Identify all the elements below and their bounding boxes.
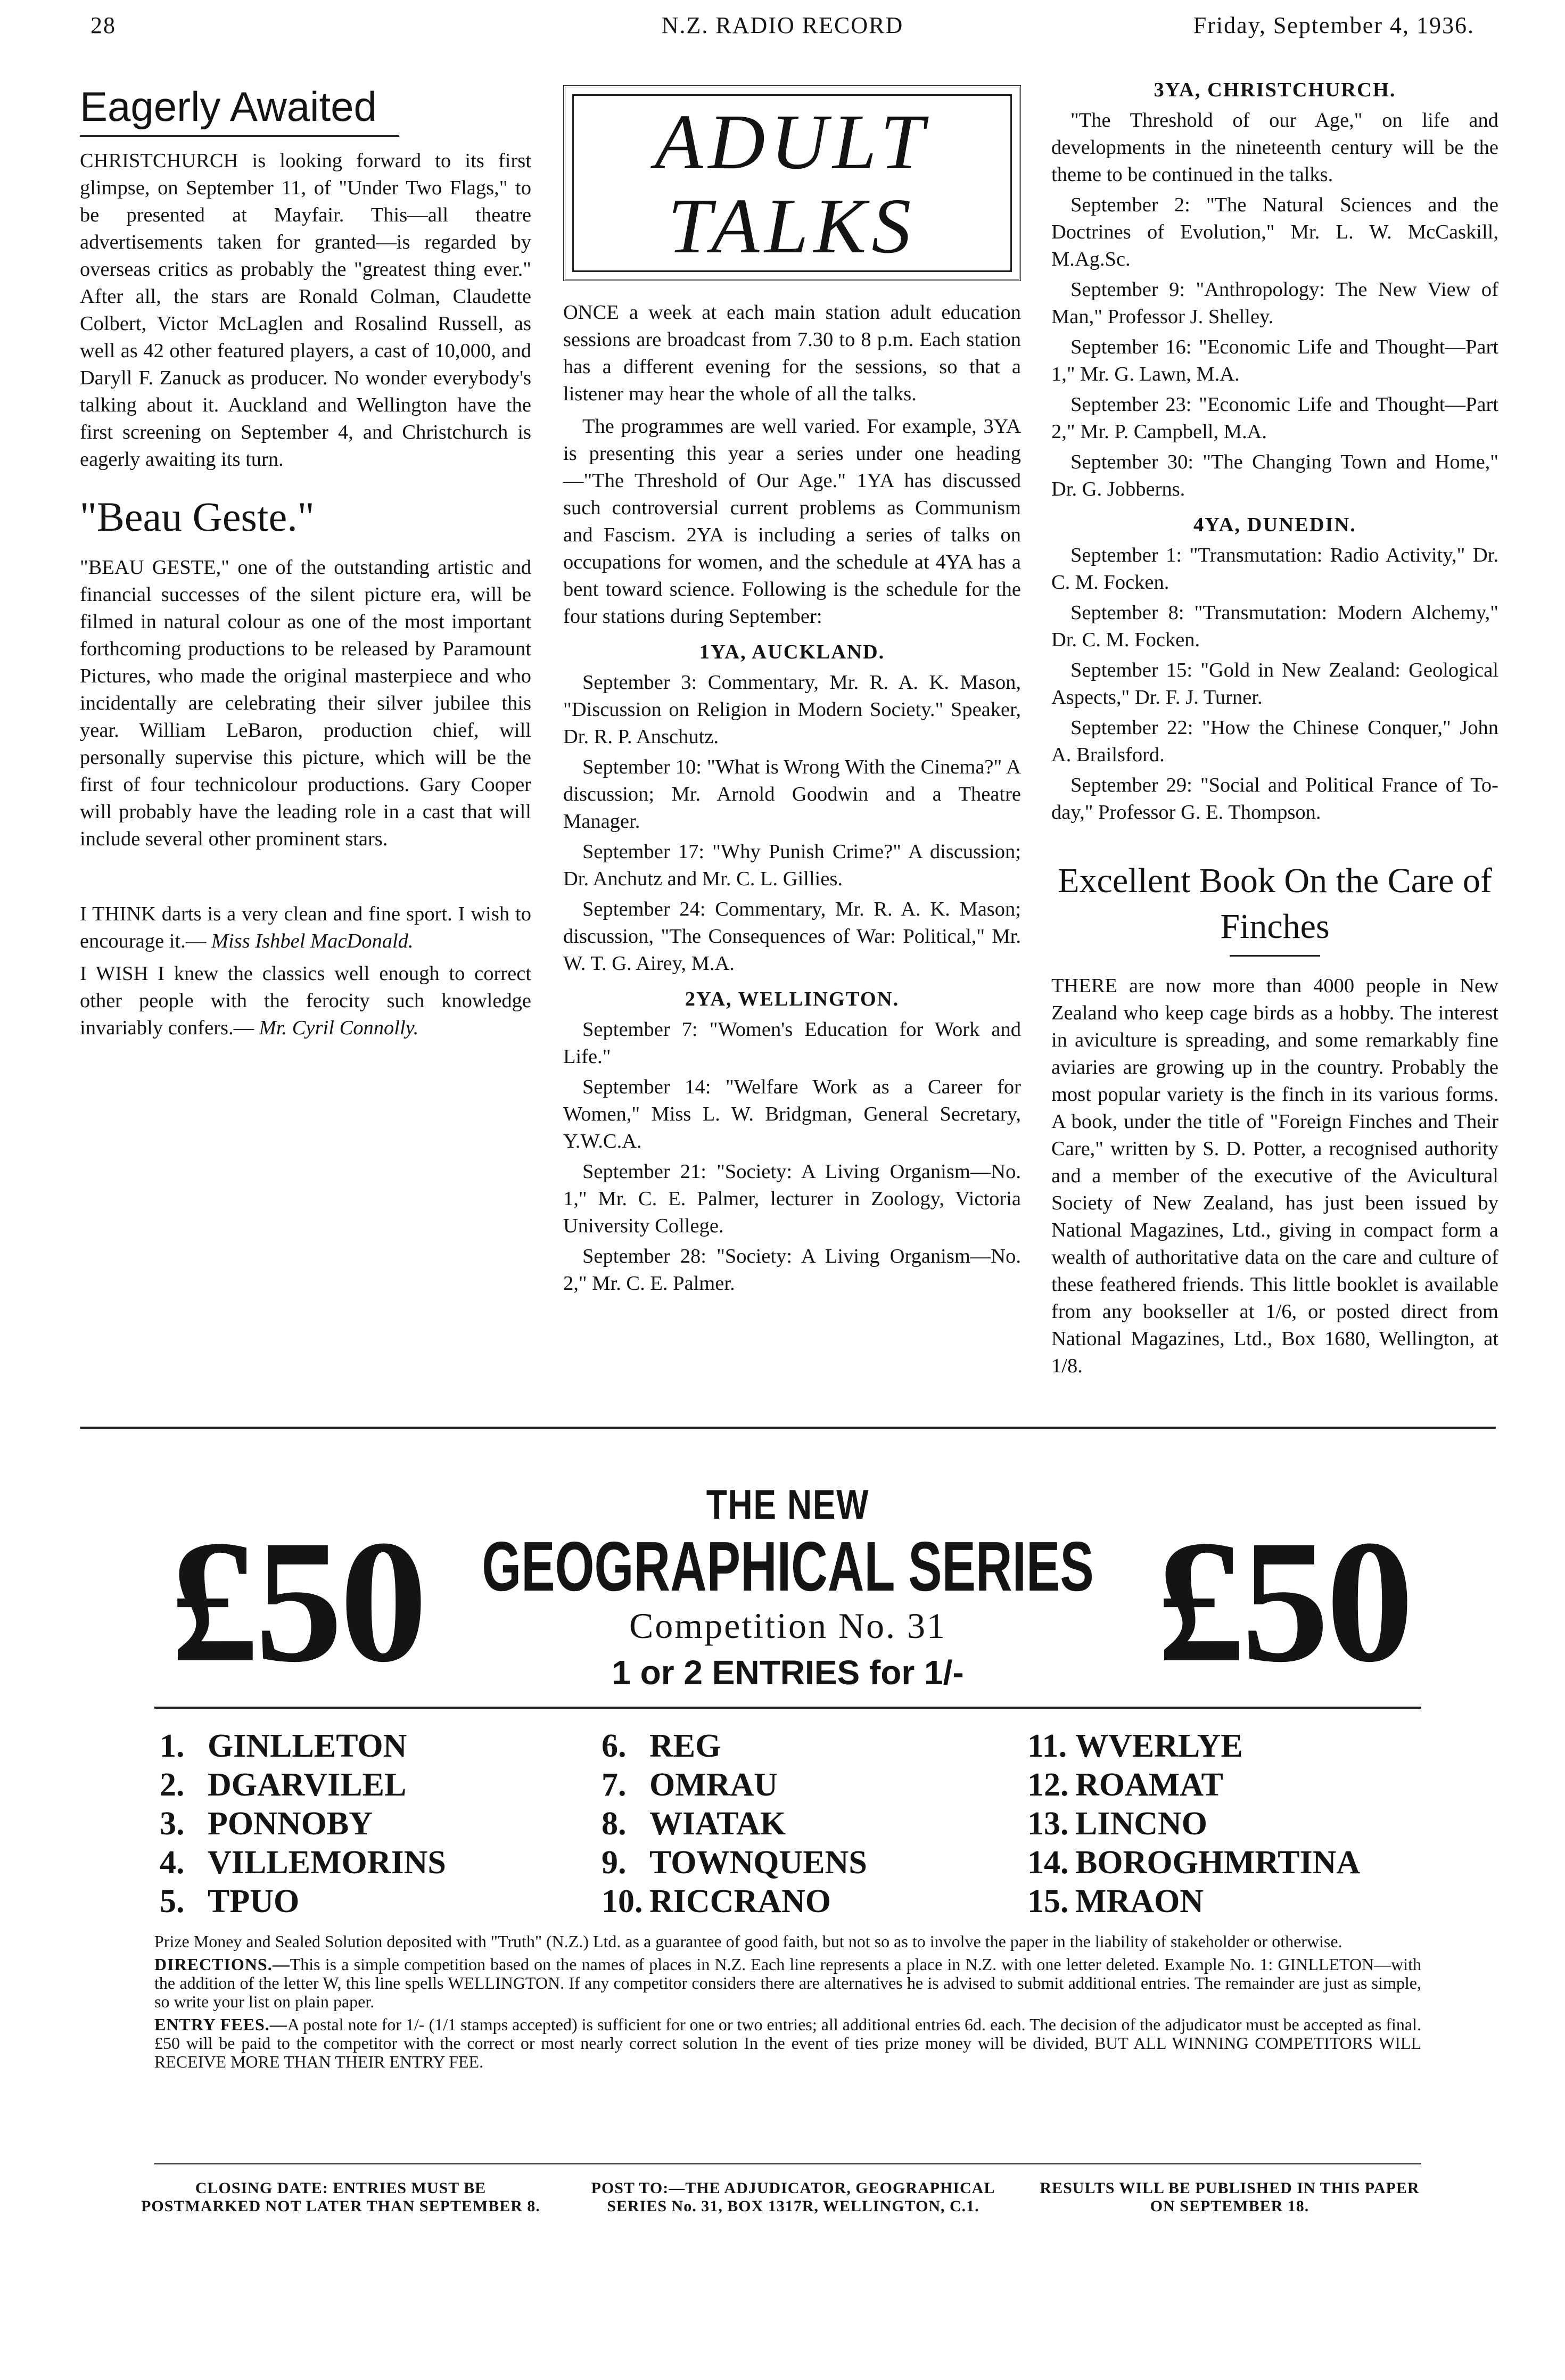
schedule-entry: September 16: "Economic Life and Thought—Part 1," Mr. G. Lawn, M.A.	[1051, 336, 1498, 385]
puzzle-line: 14. BOROGHMRTINA	[1027, 1844, 1361, 1881]
puzzle-line: 8. WIATAK	[602, 1806, 786, 1842]
masthead: N.Z. RADIO RECORD	[661, 12, 904, 38]
entry-fees-label: ENTRY FEES.—	[154, 2015, 287, 2034]
puzzle-line: 13. LINCNO	[1027, 1806, 1208, 1842]
adult-talks-programmes: The programmes are well varied. For example, 3YA is presenting this year a series under one heading—"The Threshold of Our Age." 1YA has discussed such controversial current problems as Communism and Fascism. 2YA is including a series of talks on occupations for women, and the schedule at 4YA has a bent toward science. Following is the schedule for the four stations during September:	[563, 415, 1021, 628]
schedule-entry: September 7: "Women's Education for Work and Life."	[563, 1018, 1021, 1068]
competition-rules	[154, 1932, 1421, 2076]
quote-classics-text: I WISH I knew the classics well enough to correct other people with the ferocity such knowledge invariably confers.—	[80, 962, 531, 1039]
post-to-address: POST TO:—THE ADJUDICATOR, GEOGRAPHICAL SERIES No. 31, BOX 1317R, WELLINGTON, C.1.	[591, 2179, 995, 2215]
adult-talks-title-line2: TALKS	[668, 183, 917, 270]
schedule-entry: September 14: "Welfare Work as a Career for Women," Miss L. W. Bridgman, General Secretary, Y.W.C.A.	[563, 1076, 1021, 1152]
eagerly-awaited-article: CHRISTCHURCH is looking forward to its first glimpse, on September 11, of "Under Two Flags," to be presented at Mayfair. This—all theatre advertisements taken for granted—is regarded by overseas critics as probably the "greatest thing ever." After all, the stars are Ronald Colman, Claudette Colbert, Victor McLaglen and Rosalind Russell, as well as 42 other featured players, a cast of 10,000, and Daryll F. Zanuck as producer. No wonder everybody's talking about it. Auckland and Wellington have the first screening on September 4, and Christchurch is eagerly awaiting its turn.	[80, 150, 531, 471]
finches-rule	[1230, 955, 1320, 957]
schedule-entry: September 29: "Social and Political France of To-day," Professor G. E. Thompson.	[1051, 774, 1498, 823]
finches-article: THERE are now more than 4000 people in New Zealand who keep cage birds as a hobby. The interest in aviculture is spreading, and some remarkably fine aviaries are growing up in the country. Probably the most popular variety is the finch in its various forms. A book, under the title of "Foreign Finches and Their Care," written by S. D. Potter, a recognised authority and a member of the executive of the Avicultural Society of New Zealand, has just been issued by National Magazines, Ltd., giving in compact form a wealth of authoritative data on the care and culture of these feathered friends. This little booklet is available from any bookseller at 1/6, or posted direct from National Magazines, Ltd., Box 1680, Wellington, at 1/8.	[1051, 975, 1498, 1377]
puzzle-line: 4. VILLEMORINS	[160, 1844, 446, 1881]
competition-title: GEOGRAPHICAL SERIES	[482, 1527, 1094, 1605]
column-middle	[563, 85, 1021, 1300]
schedule-entry: September 1: "Transmutation: Radio Activity," Dr. C. M. Focken.	[1051, 544, 1498, 594]
puzzle-line: 7. OMRAU	[602, 1767, 778, 1803]
station-heading-3ya: 3YA, CHRISTCHURCH.	[1154, 79, 1396, 101]
competition-kicker: THE NEW	[706, 1481, 870, 1528]
puzzle-line: 15. MRAON	[1027, 1883, 1204, 1920]
quote-darts-text: I THINK darts is a very clean and fine sport. I wish to encourage it.—	[80, 903, 531, 952]
schedule-entry: September 24: Commentary, Mr. R. A. K. Mason; discussion, "The Consequences of War: Political," Mr. W. T. G. Airey, M.A.	[563, 898, 1021, 975]
schedule-intro-3ya: "The Threshold of our Age," on life and developments in the nineteenth century will be the theme to be continued in the talks.	[1051, 109, 1498, 186]
page-number: 28	[90, 12, 116, 38]
finches-heading: Excellent Book On the Care of Finches	[1058, 861, 1492, 946]
page-header	[90, 12, 1475, 44]
schedule-entry: September 8: "Transmutation: Modern Alchemy," Dr. C. M. Focken.	[1051, 602, 1498, 651]
directions-text: This is a simple competition based on the names of places in N.Z. Each line represents a place in N.Z. with one letter deleted. Example No. 1: GINLLETON—with the addition of the letter W, this line spells WELLINGTON. If any competitor considers there are alternatives he is advised to submit additional entries. The remainder are just as simple, so write your list on plain paper.	[154, 1955, 1421, 2011]
schedule-entry: September 22: "How the Chinese Conquer," John A. Brailsford.	[1051, 717, 1498, 766]
entry-fees	[154, 2015, 1421, 2071]
quote-darts-author: Miss Ishbel MacDonald.	[211, 930, 414, 952]
directions-label: DIRECTIONS.—	[154, 1955, 290, 1974]
puzzle-column-1	[160, 1727, 446, 1921]
footer-rule	[154, 2163, 1421, 2164]
competition-number: Competition No. 31	[629, 1605, 947, 1646]
puzzle-line: 5. TPUO	[160, 1883, 300, 1920]
station-heading-4ya: 4YA, DUNEDIN.	[1193, 514, 1356, 536]
heading-rule	[80, 135, 399, 137]
puzzle-line: 1. GINLLETON	[160, 1728, 407, 1764]
schedule-entry: September 21: "Society: A Living Organism—No. 1," Mr. C. E. Palmer, lecturer in Zoology, Victoria University College.	[563, 1160, 1021, 1237]
schedule-entry: September 2: "The Natural Sciences and the Doctrines of Evolution," Mr. L. W. McCaskill, M.Ag.Sc.	[1051, 194, 1498, 270]
adult-talks-title-line1: ADULT	[655, 98, 929, 186]
quote-classics	[80, 960, 531, 1042]
schedule-entry: September 28: "Society: A Living Organism—No. 2," Mr. C. E. Palmer.	[563, 1245, 1021, 1295]
quote-classics-author: Mr. Cyril Connolly.	[259, 1017, 419, 1039]
entry-fees-text: A postal note for 1/- (1/1 stamps accepted) is sufficient for one or two entries; all additional entries 6d. each. The decision of the adjudicator must be accepted as final. £50 will be paid to the competitor with the correct or most nearly correct solution In the event of ties prize money will be divided, BUT ALL WINNING COMPETITORS WILL RECEIVE MORE THAN THEIR ENTRY FEE.	[154, 2015, 1422, 2071]
schedule-entry: September 9: "Anthropology: The New View of Man," Professor J. Shelley.	[1051, 278, 1498, 328]
puzzle-line: 3. PONNOBY	[160, 1806, 373, 1842]
prize-money-note: Prize Money and Sealed Solution deposited with "Truth" (N.Z.) Ltd. as a guarantee of good faith, but not so as to involve the paper in the liability of stakeholder or otherwise.	[154, 1932, 1342, 1951]
entries-price: 1 or 2 ENTRIES for 1/-	[612, 1653, 964, 1692]
issue-date: Friday, September 4, 1936.	[1193, 12, 1475, 38]
column-right	[1051, 68, 1498, 1385]
column-left	[80, 80, 531, 1047]
competition-advert	[80, 1427, 1496, 2376]
closing-date: CLOSING DATE: ENTRIES MUST BE POSTMARKED NOT LATER THAN SEPTEMBER 8.	[141, 2179, 540, 2215]
beau-geste-article: "BEAU GESTE," one of the outstanding artistic and financial successes of the silent picture era, will be filmed in natural colour as one of the most important forthcoming productions to be released by Paramount Pictures, who made the original masterpiece and who incidentally are celebrating their silver jubilee this year. William LeBaron, production chief, will personally supervise this picture, which will be the first of four technicolour productions. Gary Cooper will probably have the leading role in a cast that will include several other prominent stars.	[80, 556, 531, 850]
schedule-entry: September 30: "The Changing Town and Home," Dr. G. Jobberns.	[1051, 451, 1498, 500]
prize-amount-right: £50	[1157, 1504, 1411, 1699]
station-heading-2ya: 2YA, WELLINGTON.	[685, 988, 900, 1010]
directions	[154, 1955, 1421, 2011]
schedule-entry: September 23: "Economic Life and Thought—Part 2," Mr. P. Campbell, M.A.	[1051, 393, 1498, 443]
schedule-entry: September 10: "What is Wrong With the Cinema?" A discussion; Mr. Arnold Goodwin and a Theatre Manager.	[563, 756, 1021, 833]
results-date: RESULTS WILL BE PUBLISHED IN THIS PAPER ON SEPTEMBER 18.	[1040, 2179, 1420, 2215]
quote-darts	[80, 901, 531, 955]
schedule-entry: September 17: "Why Punish Crime?" A discussion; Dr. Anchutz and Mr. C. L. Gillies.	[563, 841, 1021, 890]
puzzle-column-3	[1027, 1727, 1360, 1921]
prize-amount-left: £50	[170, 1504, 424, 1699]
schedule-entry: September 3: Commentary, Mr. R. A. K. Mason, "Discussion on Religion in Modern Society." Speaker, Dr. R. P. Anschutz.	[563, 671, 1021, 748]
adult-talks-box	[563, 85, 1021, 281]
puzzle-column-2	[602, 1727, 867, 1921]
puzzle-line: 6. REG	[602, 1728, 721, 1764]
schedule-entry: September 15: "Gold in New Zealand: Geological Aspects," Dr. F. J. Turner.	[1051, 659, 1498, 709]
puzzle-line: 12. ROAMAT	[1027, 1767, 1223, 1803]
eagerly-awaited-heading: Eagerly Awaited	[80, 83, 377, 130]
beau-geste-heading: "Beau Geste."	[80, 493, 315, 540]
puzzle-line: 11. WVERLYE	[1027, 1728, 1243, 1764]
competition-rule	[154, 1707, 1421, 1709]
station-heading-1ya: 1YA, AUCKLAND.	[699, 641, 885, 663]
puzzle-line: 9. TOWNQUENS	[602, 1844, 867, 1881]
puzzle-line: 10. RICCRANO	[602, 1883, 831, 1920]
adult-talks-intro: ONCE a week at each main station adult education sessions are broadcast from 7.30 to 8 p.m. Each station has a different evening for the sessions, so that a listener may hear the whole of all the talks.	[563, 301, 1021, 405]
puzzle-line: 2. DGARVILEL	[160, 1767, 407, 1803]
